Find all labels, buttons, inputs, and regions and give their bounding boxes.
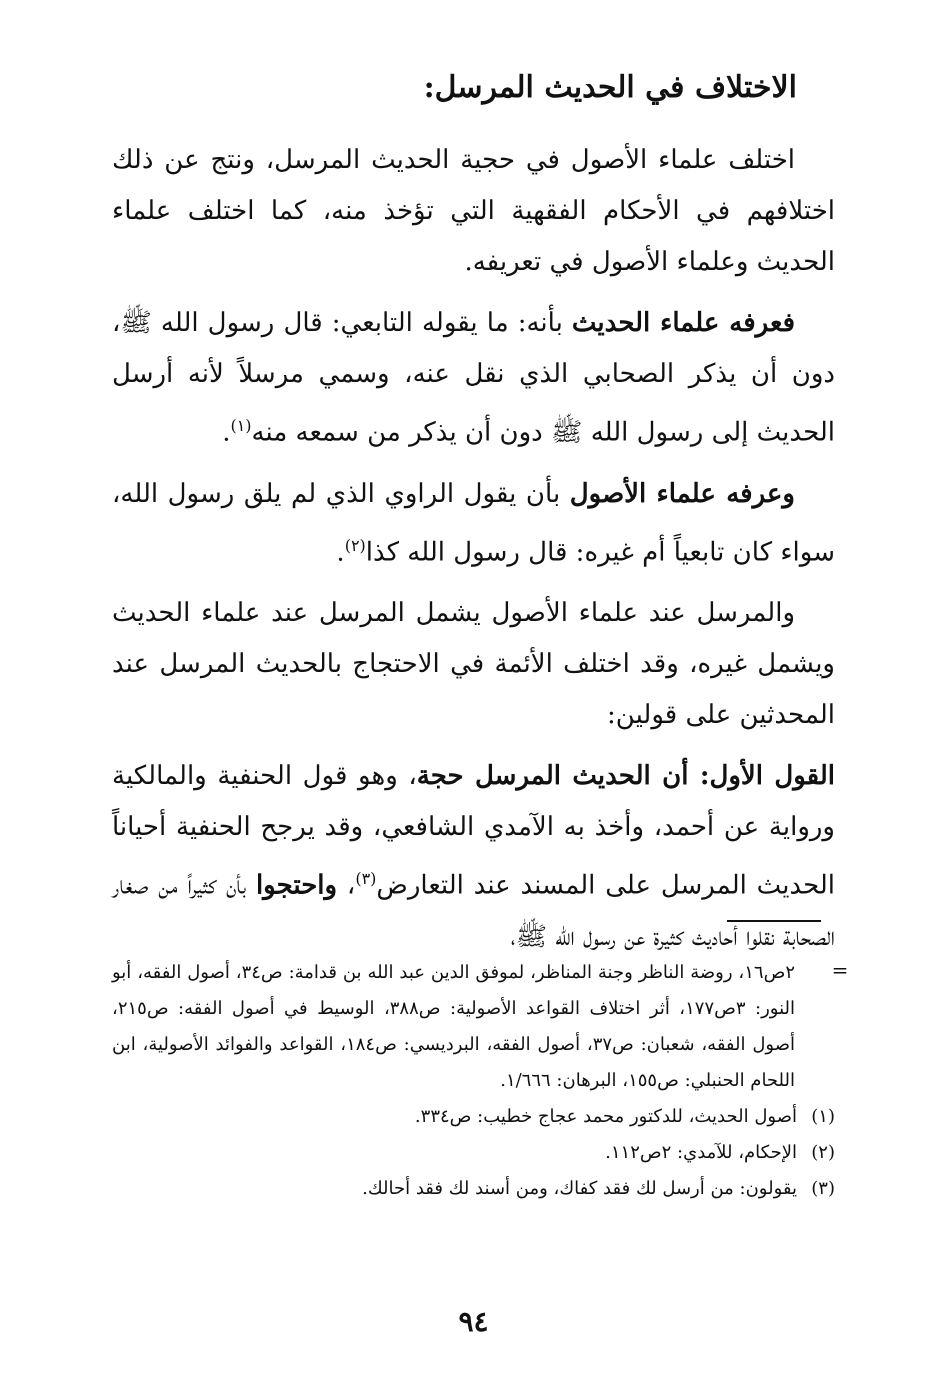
paragraph-1: اختلف علماء الأصول في حجية الحديث المرسل، ونتج عن ذلك اختلافهم في الأحكام الفقهية التي تؤخذ منه، كما اختلف علماء الحديث وعلماء الأصول في تعريفه. (112, 145, 835, 277)
paragraph-5-bold-2: واحتجوا (255, 870, 338, 901)
paragraph-2 (112, 298, 835, 459)
paragraph-5-text-1: ، وهو قول الحنفية والمالكية ورواية عن أحمد، وأخذ به الآمدي الشافعي، وقد يرجح الحنفية أحياناً الحديث المرسل على المسند عند التعارض (112, 761, 836, 901)
paragraph-2-bold: فعرفه علماء الحديث (571, 308, 795, 338)
footnote-continuation-mark: = (831, 958, 849, 982)
footnote-ref-1: (١) (230, 416, 252, 435)
paragraph-3 (112, 469, 835, 579)
footnote-text: الإحكام، للآمدي: ٢ص١١٢. (605, 1142, 797, 1163)
footnote-item (112, 1099, 835, 1135)
paragraph-2-end: . (222, 417, 231, 448)
footnote-ref-2: (٢) (344, 535, 366, 555)
footnote-number: (١) (811, 1106, 835, 1127)
section-heading: الاختلاف في الحديث المرسل: (423, 70, 797, 105)
footnote-ref-3: (٣) (355, 869, 377, 889)
footnote-number: (٢) (811, 1142, 835, 1163)
paragraph-3-bold: وعرفه علماء الأصول (569, 478, 795, 509)
paragraph-5 (112, 751, 835, 963)
paragraph-4: والمرسل عند علماء الأصول يشمل المرسل عند علماء الحديث ويشمل غيره، وقد اختلف الأئمة في الاحتجاج بالحديث المرسل عند المحدثين على قولين: (112, 598, 835, 731)
footnotes (112, 955, 835, 1207)
page-number: ٩٤ (458, 1305, 489, 1338)
paragraph-2-text: بأنه: ما يقوله التابعي: قال رسول الله ﷺ، دون أن يذكر الصحابي الذي نقل عنه، وسمي مرسلاً لأنه أرسل الحديث إلى رسول الله ﷺ دون أن يذكر من سمعه منه (112, 308, 835, 448)
paragraph-3-end: . (336, 537, 345, 568)
footnote-item (112, 1135, 835, 1171)
footnote-continuation: ٢ص١٦، روضة الناظر وجنة المناظر، لموفق الدين عبد الله بن قدامة: ص٣٤، أصول الفقه، أبو النور: ٣ص١٧٧، أثر اختلاف القواعد الأصولية: ص٣٨٨، الوسيط في أصول الفقه: ص٢١٥، أصول الفقه، شعبان: ص٣٧، أصول الفقه، البرديسي: ص١٨٤، القواعد والفوائد الأصولية، ابن اللحام الحنبلي: ص١٥٥، البرهان: ١/٦٦٦. (112, 962, 795, 1091)
paragraph-5-bold-1: القول الأول: أن الحديث المرسل حجة (416, 761, 835, 792)
paragraph-5-text-3: بأن كثيراً من صغار الصحابة نقلوا أحاديث كثيرة عن رسول الله ﷺ، (112, 870, 835, 952)
footnote-item (112, 1171, 835, 1207)
footnote-text: يقولون: من أرسل لك فقد كفاك، ومن أسند لك فقد أحالك. (362, 1178, 797, 1199)
footnote-divider (727, 920, 821, 922)
main-text (112, 135, 835, 973)
paragraph-3-text: بأن يقول الراوي الذي لم يلق رسول الله، سواء كان تابعياً أم غيره: قال رسول الله كذا (112, 478, 835, 568)
footnote-number: (٣) (811, 1178, 835, 1199)
footnote-text: أصول الحديث، للدكتور محمد عجاج خطيب: ص٣٣٤. (414, 1106, 797, 1127)
paragraph-5-text-2: ، (337, 870, 356, 901)
